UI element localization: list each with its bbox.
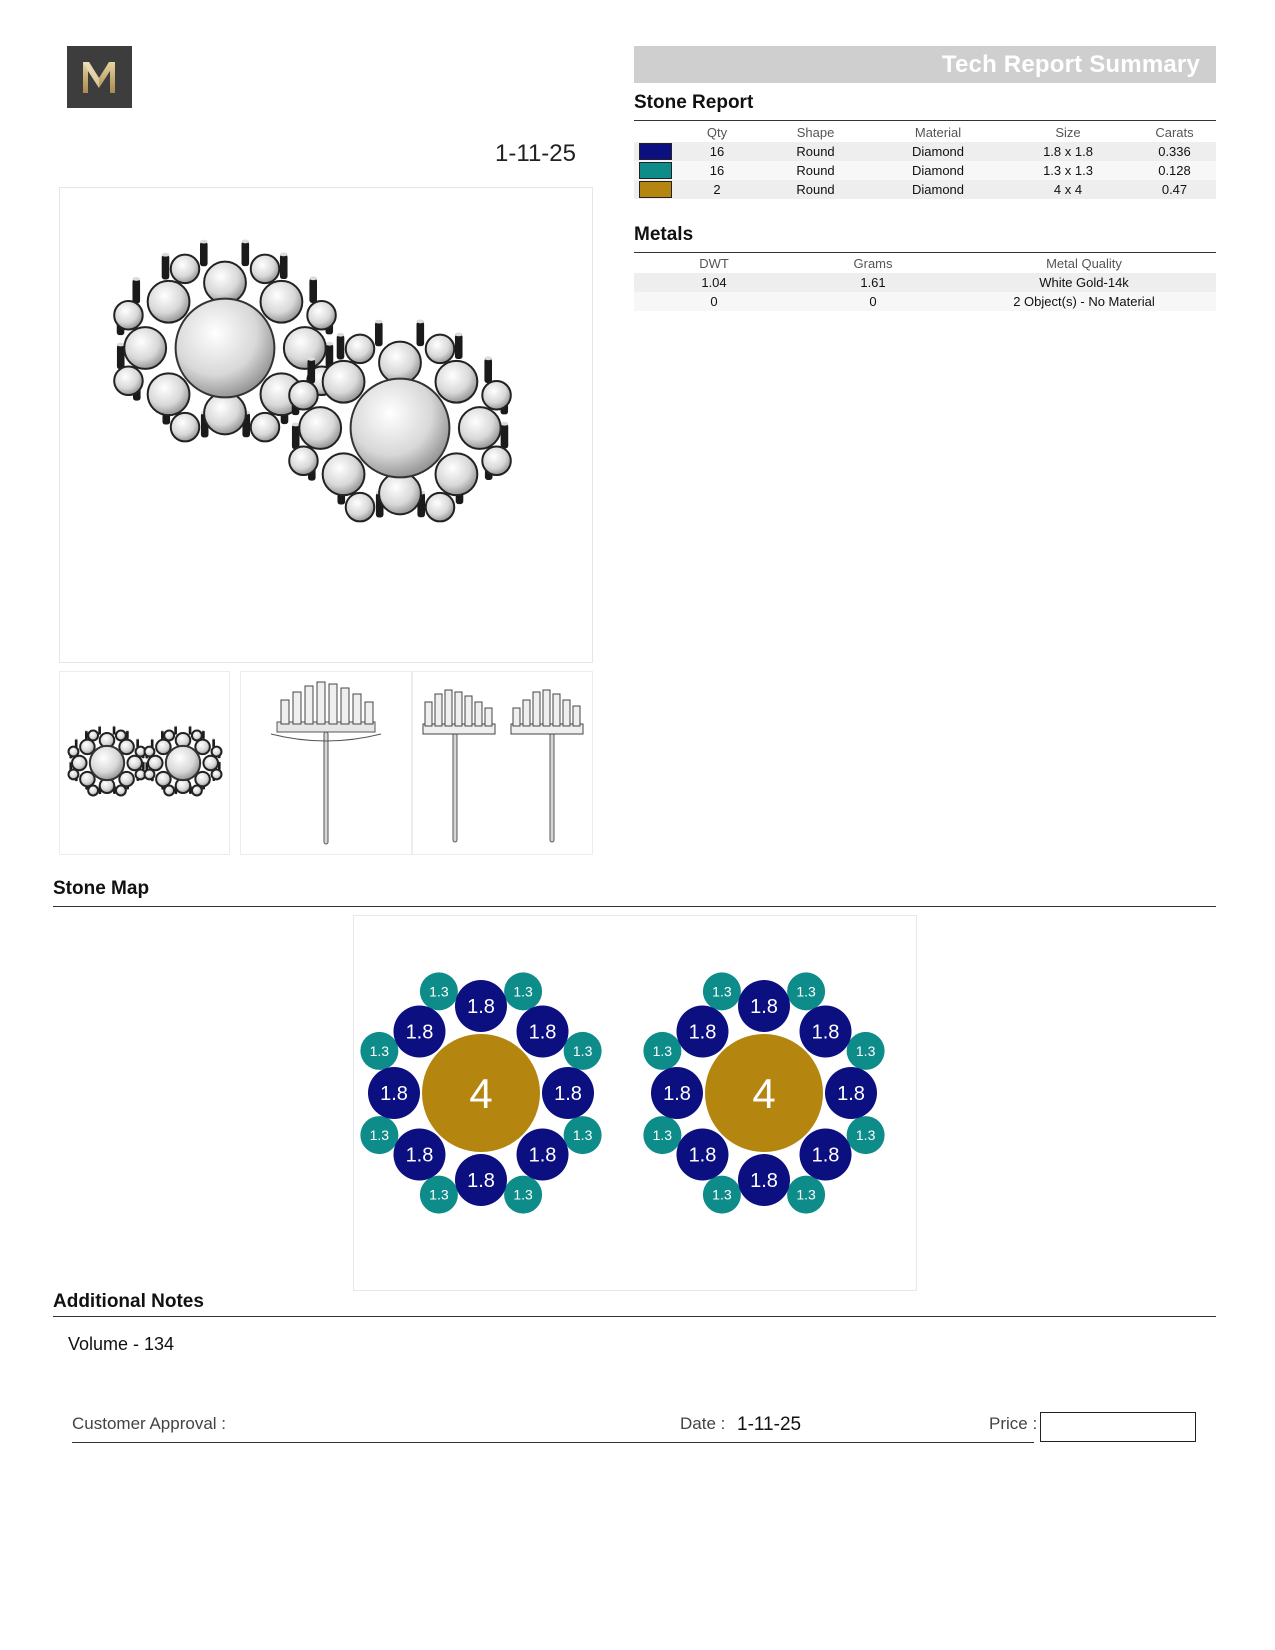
center-stone-label: 4 xyxy=(469,1070,493,1117)
medium-stone-label: 1.8 xyxy=(750,996,778,1018)
accent-stone xyxy=(195,772,210,787)
center-stone xyxy=(176,299,275,398)
stone-material: Diamond xyxy=(873,161,1003,180)
prong xyxy=(113,726,116,735)
table-row xyxy=(634,142,1216,161)
accent-stone xyxy=(80,740,95,755)
prong xyxy=(309,278,317,303)
prong xyxy=(280,254,288,279)
medium-stone-label: 1.8 xyxy=(811,1021,840,1044)
accent-stone xyxy=(482,447,511,476)
stone-carats: 0.336 xyxy=(1133,142,1216,161)
small-stone-label: 1.3 xyxy=(652,1042,673,1059)
small-stone-label: 1.3 xyxy=(572,1042,593,1059)
medium-stone-label: 1.8 xyxy=(405,1144,434,1167)
prong-tip xyxy=(189,725,192,726)
small-stone-label: 1.3 xyxy=(796,983,816,1000)
accent-stone xyxy=(323,361,365,403)
accent-stone xyxy=(72,756,87,771)
customer-approval-label: Customer Approval : xyxy=(72,1414,227,1433)
shape-column-header: Shape xyxy=(796,124,835,140)
medium-stone-label: 1.8 xyxy=(467,1170,495,1192)
accent-stone xyxy=(192,786,202,796)
side-view-render xyxy=(241,672,411,854)
prong-tip xyxy=(375,320,383,324)
accent-stone xyxy=(171,255,200,284)
stone-color-swatch xyxy=(639,181,672,198)
accent-stone xyxy=(299,407,341,449)
accent-stone xyxy=(426,335,455,364)
accent-stone xyxy=(164,786,174,796)
small-stone-label: 1.3 xyxy=(429,983,449,1000)
table-row xyxy=(634,180,1216,199)
center-stone xyxy=(166,746,200,780)
small-stone-label: 1.3 xyxy=(712,983,732,1000)
metal-grams: 1.61 xyxy=(794,273,952,292)
accent-stone xyxy=(426,493,455,522)
accent-stone xyxy=(116,731,126,741)
prong-tip xyxy=(501,422,509,426)
prong xyxy=(98,726,101,735)
stone-map-svg xyxy=(354,916,916,1290)
prong-tip xyxy=(151,738,154,739)
metal-quality: 2 Object(s) - No Material xyxy=(952,292,1216,311)
prong-tip xyxy=(132,277,140,281)
stone-carats: 0.128 xyxy=(1133,161,1216,180)
accent-stone xyxy=(203,756,218,771)
accent-stone xyxy=(119,772,134,787)
table-row xyxy=(634,161,1216,180)
qty-column-header: Qty xyxy=(706,124,728,140)
accent-stone xyxy=(436,361,478,403)
accent-stone xyxy=(261,281,303,323)
accent-stone xyxy=(195,740,210,755)
stone-color-swatch xyxy=(639,162,672,179)
prong xyxy=(307,359,315,384)
stone-report-table xyxy=(634,122,1216,199)
table-row xyxy=(634,273,1216,292)
prong xyxy=(189,726,192,735)
prong-tip xyxy=(117,343,125,347)
small-stone-label: 1.3 xyxy=(712,1186,732,1203)
accent-stone xyxy=(156,740,171,755)
accent-stone xyxy=(127,756,142,771)
additional-notes-heading: Additional Notes xyxy=(53,1291,204,1312)
accent-stone xyxy=(164,731,174,741)
prong xyxy=(484,358,492,383)
stone-carats: 0.47 xyxy=(1133,180,1216,199)
logo-m-mark xyxy=(67,46,132,108)
accent-stone xyxy=(148,373,190,415)
prong-tip xyxy=(307,357,315,361)
prong xyxy=(501,424,509,449)
prong-tip xyxy=(136,738,139,739)
metals-table-header xyxy=(634,253,1216,273)
accent-stone xyxy=(116,786,126,796)
prong-tip xyxy=(202,730,205,731)
accent-stone xyxy=(204,393,246,435)
stone-color-swatch xyxy=(639,143,672,160)
accent-stone xyxy=(212,747,222,757)
approval-date-label: Date : xyxy=(680,1414,726,1433)
small-stone-label: 1.3 xyxy=(572,1127,593,1144)
accent-stone xyxy=(289,381,318,410)
prong xyxy=(242,241,250,266)
stone-shape: Round xyxy=(758,180,873,199)
prong xyxy=(375,322,383,347)
stone-qty: 16 xyxy=(676,161,758,180)
accent-stone xyxy=(119,740,134,755)
prong xyxy=(417,321,425,346)
center-stone-label: 4 xyxy=(752,1070,776,1117)
small-stone-label: 1.3 xyxy=(429,1186,449,1203)
thumbnail-side-view[interactable] xyxy=(240,671,412,855)
prong-tip xyxy=(126,730,129,731)
medium-stone-label: 1.8 xyxy=(380,1083,408,1105)
small-stone-label: 1.3 xyxy=(652,1127,673,1144)
accent-stone xyxy=(346,335,375,364)
metals-table xyxy=(634,253,1216,311)
accent-stone xyxy=(192,731,202,741)
accent-stone xyxy=(88,786,98,796)
medium-stone-label: 1.8 xyxy=(688,1144,717,1167)
additional-notes-divider xyxy=(53,1316,1216,1317)
stone-report-divider xyxy=(634,120,1216,121)
prong-tip xyxy=(326,342,334,346)
table-row xyxy=(634,292,1216,311)
price-label: Price : xyxy=(989,1414,1038,1433)
approval-date-value: 1-11-25 xyxy=(737,1414,802,1435)
prong-tip xyxy=(75,738,78,739)
medium-stone-label: 1.8 xyxy=(837,1083,865,1105)
prong-tip xyxy=(455,332,463,336)
accent-stone xyxy=(251,413,280,442)
small-stone-label: 1.3 xyxy=(855,1127,876,1144)
accent-stone xyxy=(482,381,511,410)
stone-material: Diamond xyxy=(873,142,1003,161)
prong xyxy=(174,726,177,735)
earring-render xyxy=(114,240,336,442)
stone-size: 1.8 x 1.8 xyxy=(1003,142,1133,161)
stone-map-diagram xyxy=(353,915,917,1291)
prong-tip xyxy=(161,730,164,731)
accent-stone xyxy=(204,262,246,304)
prong-tip xyxy=(212,738,215,739)
prong-tip xyxy=(162,253,170,257)
metal-dwt: 0 xyxy=(634,292,794,311)
accent-stone xyxy=(69,747,79,757)
earring-render xyxy=(145,725,222,795)
small-stone-label: 1.3 xyxy=(855,1042,876,1059)
prong xyxy=(337,335,345,360)
stone-material: Diamond xyxy=(873,180,1003,199)
accent-stone xyxy=(124,327,166,369)
accent-stone xyxy=(69,769,79,779)
prong xyxy=(132,279,140,304)
medium-stone-label: 1.8 xyxy=(467,996,495,1018)
document-date: 1-11-25 xyxy=(495,140,576,167)
medium-stone-label: 1.8 xyxy=(405,1021,434,1044)
stone-table-header xyxy=(634,122,1216,142)
center-stone xyxy=(90,746,124,780)
signature-line xyxy=(72,1442,1034,1443)
accent-stone xyxy=(114,301,143,330)
small-stone-label: 1.3 xyxy=(796,1186,816,1203)
accent-stone xyxy=(307,301,336,330)
earring-render xyxy=(69,725,146,795)
accent-stone xyxy=(284,327,326,369)
material-column-header: Material xyxy=(914,124,962,140)
prong-tip xyxy=(242,240,250,244)
accent-stone xyxy=(145,747,155,757)
metal-grams: 0 xyxy=(794,292,952,311)
metal-dwt: 1.04 xyxy=(634,273,794,292)
accent-stone xyxy=(156,772,171,787)
grams-column-header: Grams xyxy=(853,255,893,271)
accent-stone xyxy=(212,769,222,779)
stone-shape: Round xyxy=(758,142,873,161)
thumbnail-top-view[interactable] xyxy=(59,671,230,855)
accent-stone xyxy=(379,342,421,384)
carats-column-header: Carats xyxy=(1155,124,1194,140)
main-render-view xyxy=(59,187,593,663)
accent-stone xyxy=(148,756,163,771)
prong xyxy=(162,255,170,280)
small-stone-label: 1.3 xyxy=(513,983,533,1000)
brand-logo xyxy=(67,46,132,108)
accent-stone xyxy=(145,769,155,779)
prong-tip xyxy=(292,423,300,427)
stone-size: 1.3 x 1.3 xyxy=(1003,161,1133,180)
prong-tip xyxy=(417,320,425,324)
stone-qty: 16 xyxy=(676,142,758,161)
stone-map-heading: Stone Map xyxy=(53,878,150,899)
center-stone xyxy=(351,379,450,478)
medium-stone-label: 1.8 xyxy=(528,1021,557,1044)
report-title: Tech Report Summary xyxy=(941,51,1200,78)
stone-size: 4 x 4 xyxy=(1003,180,1133,199)
accent-stone xyxy=(251,255,280,284)
accent-stone xyxy=(379,473,421,515)
dwt-column-header: DWT xyxy=(699,255,729,271)
stone-map-divider xyxy=(53,906,1216,907)
size-column-header: Size xyxy=(1055,124,1081,140)
prong-tip xyxy=(484,356,492,360)
accent-stone xyxy=(171,413,200,442)
accent-stone xyxy=(289,447,318,476)
prong-tip xyxy=(280,252,288,256)
stone-shape: Round xyxy=(758,161,873,180)
metals-heading: Metals xyxy=(634,224,694,245)
accent-stone xyxy=(114,367,143,396)
small-stone-label: 1.3 xyxy=(369,1042,390,1059)
accent-stone xyxy=(436,453,478,495)
prong-tip xyxy=(85,730,88,731)
front-view-render xyxy=(413,672,592,854)
medium-stone-label: 1.8 xyxy=(688,1021,717,1044)
prong-tip xyxy=(309,276,317,280)
small-stone-label: 1.3 xyxy=(369,1127,390,1144)
prong-tip xyxy=(98,725,101,726)
accent-stone xyxy=(346,493,375,522)
accent-stone xyxy=(80,772,95,787)
accent-stone xyxy=(148,281,190,323)
accent-stone xyxy=(459,407,501,449)
metal-quality: White Gold-14k xyxy=(952,273,1216,292)
color-column-header xyxy=(634,122,676,142)
stone-cluster xyxy=(643,972,884,1213)
metal-quality-column-header: Metal Quality xyxy=(1046,255,1122,271)
report-banner xyxy=(634,46,1216,83)
stone-cluster xyxy=(360,972,601,1213)
stone-report-heading: Stone Report xyxy=(634,92,754,113)
medium-stone-label: 1.8 xyxy=(750,1170,778,1192)
prong-tip xyxy=(337,333,345,337)
price-input-box[interactable] xyxy=(1040,1412,1196,1442)
medium-stone-label: 1.8 xyxy=(554,1083,582,1105)
small-stone-label: 1.3 xyxy=(513,1186,533,1203)
medium-stone-label: 1.8 xyxy=(528,1144,557,1167)
accent-stone xyxy=(323,453,365,495)
medium-stone-label: 1.8 xyxy=(663,1083,691,1105)
prong xyxy=(200,242,208,267)
prong-tip xyxy=(174,725,177,726)
top-view-render xyxy=(60,672,229,854)
accent-stone xyxy=(88,731,98,741)
thumbnail-front-view[interactable] xyxy=(412,671,593,855)
medium-stone-label: 1.8 xyxy=(811,1144,840,1167)
stone-qty: 2 xyxy=(676,180,758,199)
prong-tip xyxy=(200,240,208,244)
prong-tip xyxy=(113,725,116,726)
earrings-render xyxy=(60,188,592,662)
notes-text: Volume - 134 xyxy=(68,1334,175,1354)
prong xyxy=(455,334,463,359)
